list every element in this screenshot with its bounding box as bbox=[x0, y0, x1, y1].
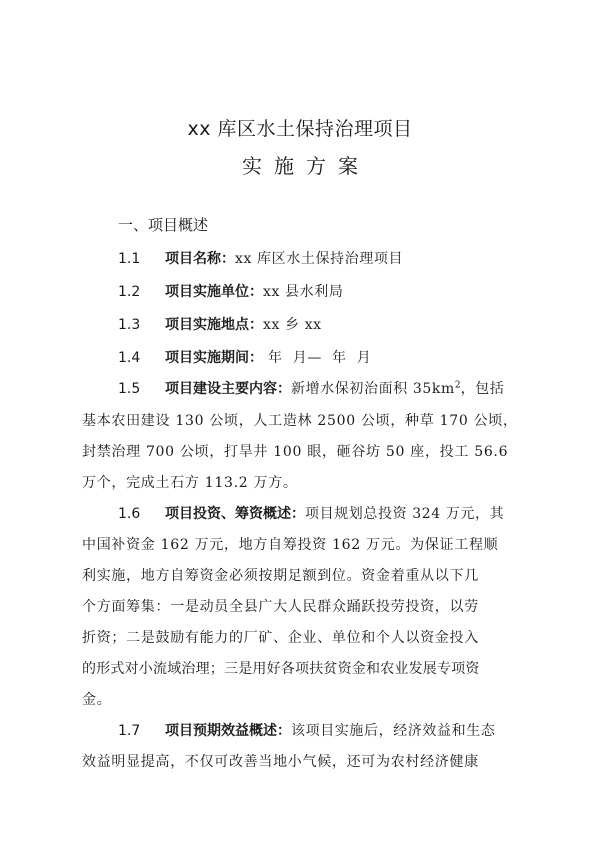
item-project-name bbox=[118, 248, 403, 268]
doc-title-line1: xx 库区水土保持治理项目 bbox=[187, 118, 413, 140]
item-value: 年 月— 年 月 bbox=[263, 350, 372, 366]
item-number: 1.4 bbox=[118, 350, 141, 366]
item-number: 1.5 bbox=[118, 381, 141, 397]
superscript: 2 bbox=[454, 380, 461, 391]
item-implementing-unit bbox=[118, 281, 343, 301]
item-number: 1.6 bbox=[118, 506, 141, 522]
para-line: 的形式对小流域治理；三是用好各项扶贫资金和农业发展专项资 bbox=[82, 661, 480, 677]
para-construction-first bbox=[118, 378, 504, 398]
section-heading-overview: 一、项目概述 bbox=[118, 216, 209, 234]
para-benefits-first bbox=[118, 720, 495, 740]
para-line: 中国补资金 162 万元，地方自筹投资 162 万元。为保证工程顺 bbox=[82, 537, 499, 553]
item-value: 项目规划总投资 324 万元，其 bbox=[305, 506, 505, 522]
item-value-tail: ，包括 bbox=[460, 381, 505, 397]
item-number: 1.2 bbox=[118, 284, 141, 300]
para-line: 万个，完成土石方 113.2 万方。 bbox=[82, 475, 298, 491]
item-value: xx 乡 xx bbox=[263, 317, 322, 333]
item-label: 项目投资、筹资概述： bbox=[165, 506, 305, 522]
para-line: 金。 bbox=[82, 692, 112, 708]
para-line: 利实施，地方自筹资金必须按期足额到位。资金着重从以下几 bbox=[82, 568, 479, 584]
item-period bbox=[118, 347, 371, 367]
item-value: xx 库区水土保持治理项目 bbox=[235, 251, 404, 267]
para-investment-first bbox=[118, 503, 504, 523]
para-line: 个方面筹集：一是动员全县广大人民群众踊跃投劳投资，以劳 bbox=[82, 599, 479, 615]
doc-title-line2: 实施方案 bbox=[242, 154, 370, 178]
para-line: 折资；二是鼓励有能力的厂矿、企业、单位和个人以资金投入 bbox=[82, 630, 479, 646]
item-location bbox=[118, 314, 322, 334]
item-number: 1.1 bbox=[118, 251, 141, 267]
item-number: 1.3 bbox=[118, 317, 141, 333]
item-value: 该项目实施后，经济效益和生态 bbox=[291, 723, 496, 739]
item-label: 项目实施期间： bbox=[165, 350, 263, 366]
item-label: 项目预期效益概述： bbox=[165, 723, 291, 739]
item-value: xx 县水利局 bbox=[263, 284, 344, 300]
item-value: 新增水保初治面积 35km bbox=[291, 381, 455, 397]
para-line: 基本农田建设 130 公顷，人工造林 2500 公顷，种草 170 公顷， bbox=[82, 413, 518, 429]
item-label: 项目建设主要内容： bbox=[165, 381, 291, 397]
para-line: 封禁治理 700 公顷，打旱井 100 眼，砸谷坊 50 座，投工 56.6 bbox=[82, 444, 509, 460]
item-number: 1.7 bbox=[118, 723, 141, 739]
item-label: 项目实施地点： bbox=[165, 317, 263, 333]
item-label: 项目实施单位： bbox=[165, 284, 263, 300]
item-label: 项目名称： bbox=[165, 251, 235, 267]
para-line: 效益明显提高，不仅可改善当地小气候，还可为农村经济健康 bbox=[82, 754, 479, 770]
